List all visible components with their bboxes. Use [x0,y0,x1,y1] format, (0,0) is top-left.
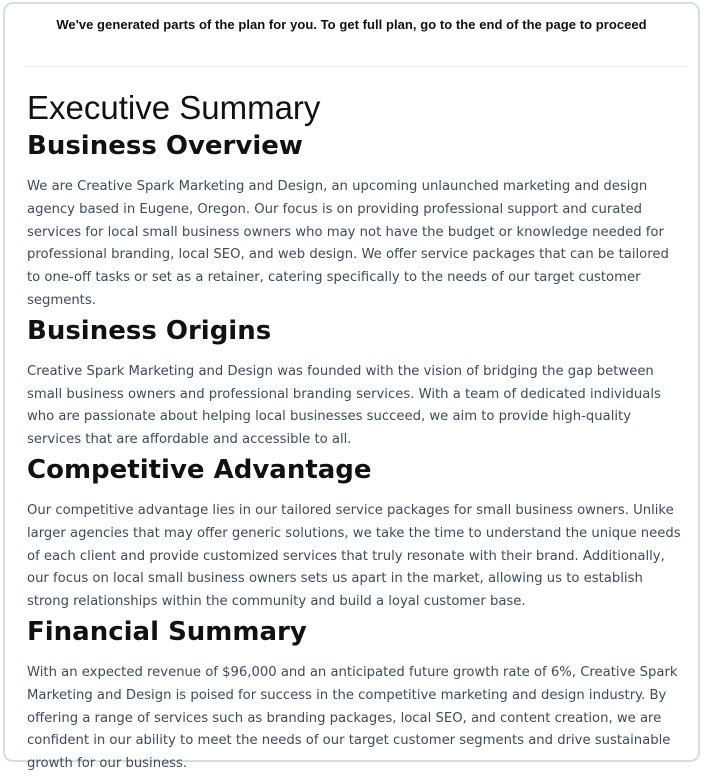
section-financial-summary [27,615,684,776]
section-body: Our competitive advantage lies in our tailored service packages for small business owners. Unlike larger agencies that may offer generic solutions, we take the time to understand the unique needs of each client and provide customized services that truly resonate with their brand. Additionally, our focus on local small business owners sets us apart in the market, allowing us to establish strong relationships within the community and build a loyal customer base. [27,502,681,610]
section-heading: Business Origins [27,315,272,346]
generated-plan-notice: We've generated parts of the plan for you. To get full plan, go to the end of the page to proceed [56,17,647,32]
plan-preview-card [3,2,700,772]
page-title: Executive Summary [27,89,321,126]
section-body: With an expected revenue of $96,000 and an anticipated future growth rate of 6%, Creative Spark Marketing and Design is poised for success in the competitive marketing and design industry. By offering a range of services such as branding packages, local SEO, and content creation, we are confident in our ability to meet the needs of our target customer segments and drive sustainable growth for our business. [27,664,678,772]
section-business-overview [27,129,684,313]
section-heading: Competitive Advantage [27,454,372,485]
section-competitive-advantage [27,453,684,614]
plan-content [27,88,684,776]
section-body: Creative Spark Marketing and Design was founded with the vision of bridging the gap between small business owners and professional branding services. With a team of dedicated individuals who are passionate about helping local businesses succeed, we aim to provide high-quality services that are affordable and accessible to all. [27,363,661,448]
section-body: We are Creative Spark Marketing and Design, an upcoming unlaunched marketing and design agency based in Eugene, Oregon. Our focus is on providing professional support and curated services for local small business owners who may not have the budget or knowledge needed for professional branding, local SEO, and web design. We offer service packages that can be tailored to one-off tasks or set as a retainer, catering specifically to the needs of our target customer segments. [27,179,669,308]
section-heading: Financial Summary [27,616,307,647]
divider [25,66,686,67]
section-heading: Business Overview [27,131,303,161]
section-business-origins [27,314,684,452]
